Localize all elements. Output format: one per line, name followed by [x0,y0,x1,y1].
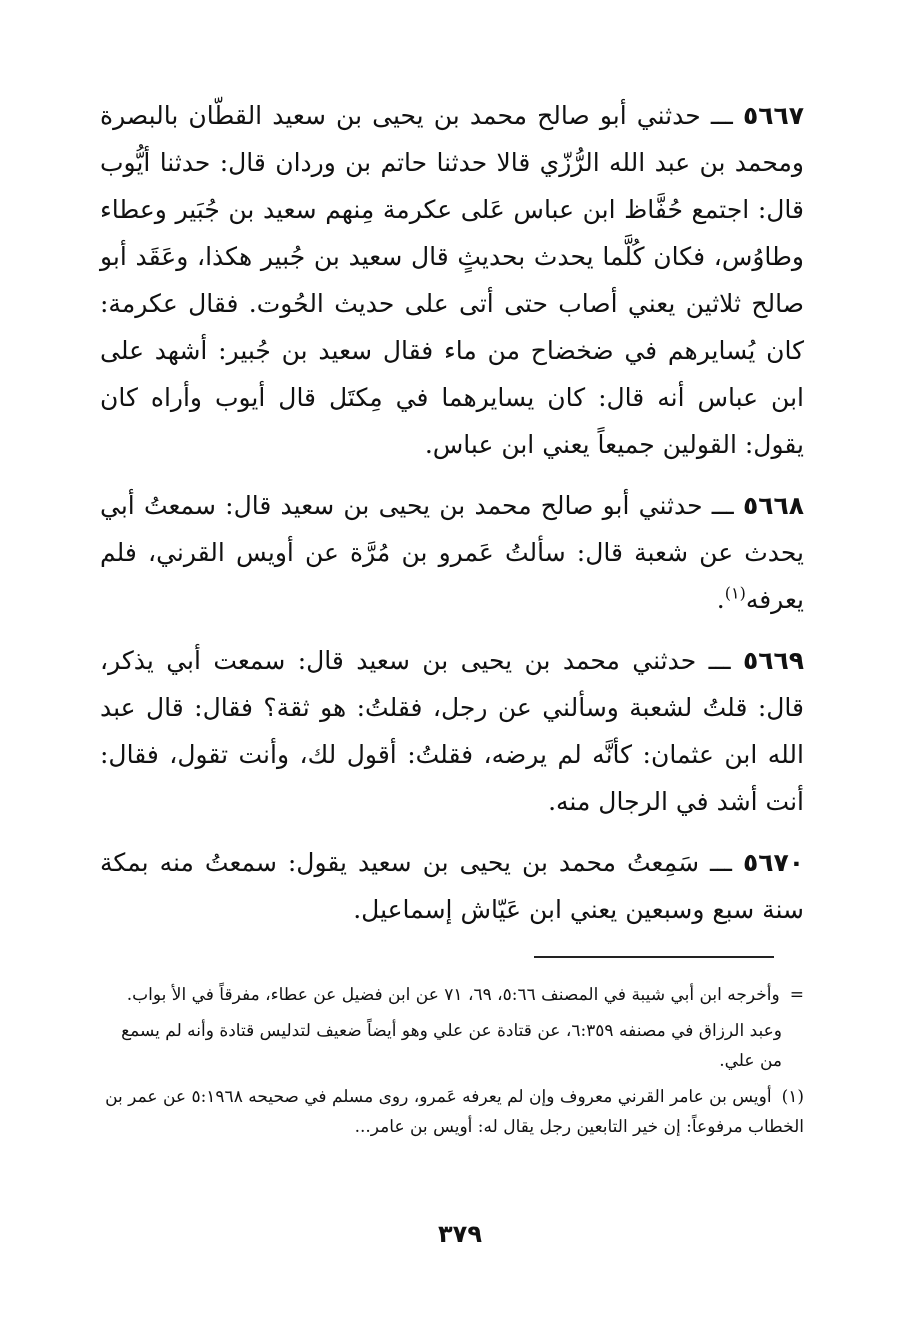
main-text [100,92,804,947]
entry-tail: . [716,585,725,614]
footnote-marker: (١) [781,1087,804,1107]
entry-dash: ـــ [710,101,733,130]
hadith-entry-5669 [100,637,804,825]
entry-number: ٥٦٧٠ [742,848,804,877]
entry-text: حدثني محمد بن يحيى بن سعيد قال: سمعت أبي يذكر، قال: قلتُ لشعبة وسألني عن رجل، فقلتُ: هو ثقة؟ فقال: قال عبد الله ابن عثمان: كأنَّه لم يرضه، فقلتُ: أقول لك، وأنت تقول، فقال: أنت أشد في الرجال منه. [100,646,804,816]
entry-dash: ـــ [708,646,731,675]
footnote-separator [534,956,774,958]
entry-dash: ـــ [710,848,732,877]
footnote-1 [102,1082,804,1142]
entry-text: حدثني أبو صالح محمد بن يحيى بن سعيد القطّان بالبصرة ومحمد بن عبد الله الرُّزّي قالا حدثنا حاتم بن وردان قال: حدثنا أيُّوب قال: اجتمع حُفَّاظ ابن عباس عَلى عكرمة مِنهم سعيد بن جُبَير وعطاء وطاوُس، فكان كُلَّما يحدث بحديثٍ قال سعيد بن جُبير هكذا، وعَقَد أبو صالح ثلاثين يعني أصاب حتى أتى على حديث الحُوت. فقال عكرمة: كان يُسايرهم في ضخضاح من ماء فقال سعيد بن جُبير: أشهد على ابن عباس أنه قال: كان يسايرهما في مِكتَل قال أيوب وأراه كان يقول: القولين جميعاً يعني ابن عباس. [100,101,804,459]
page-number: ٣٧٩ [438,1220,482,1248]
entry-number: ٥٦٦٩ [742,646,804,675]
continuation-marker: = [789,985,804,1005]
entry-text: سَمِعتُ محمد بن يحيى بن سعيد يقول: سمعتُ منه بمكة سنة سبع وسبعين يعني ابن عَيّاش إسماعيل. [100,848,804,924]
hadith-entry-5668 [100,482,804,623]
footnote-continuation-2 [102,1016,804,1076]
hadith-entry-5670 [100,839,804,933]
entry-text: حدثني أبو صالح محمد بن يحيى بن سعيد قال: سمعتُ أبي يحدث عن شعبة قال: سألتُ عَمرو بن مُرَّة عن أويس القرني، فلم يعرفه [100,491,804,614]
entry-number: ٥٦٦٧ [742,101,805,130]
footnote-text: وعبد الرزاق في مصنفه ٦:٣٥٩، عن قتادة عن علي وهو أيضاً ضعيف لتدليس قتادة وأنه لم يسمع من علي. [121,1021,782,1071]
footnote-continuation [102,980,804,1010]
entry-dash: ـــ [711,491,734,520]
entry-number: ٥٦٦٨ [742,491,805,520]
footnote-reference: (١) [724,583,746,603]
footnote-text: أويس بن عامر القرني معروف وإن لم يعرفه عَمرو، روى مسلم في صحيحه ٥:١٩٦٨ عن عمر بن الخطاب مرفوعاً: إن خير التابعين رجل يقال له: أويس بن عامر... [105,1087,804,1137]
footnotes [102,980,804,1148]
footnote-text: وأخرجه ابن أبي شيبة في المصنف ٥:٦٦، ٦٩، ٧١ عن ابن فضيل عن عطاء، مفرقاً في الأ بواب. [126,985,780,1005]
hadith-entry-5667 [100,92,804,468]
